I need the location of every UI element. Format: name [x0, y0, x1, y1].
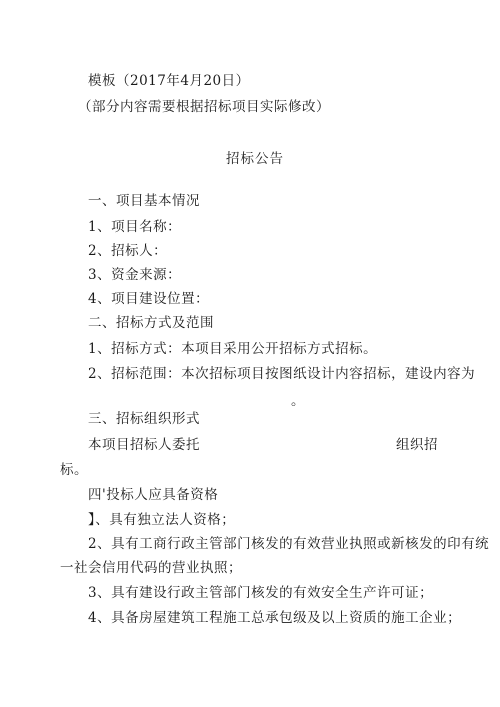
section-heading-qualifications: 四'投标人应具备资格	[88, 487, 219, 503]
qualification-item-3: 3、具有建设行政主管部门核发的有效安全生产许可证；	[88, 585, 434, 601]
agent-entrust-text: 本项目招标人委托	[88, 437, 200, 453]
tender-scope-end: 。	[291, 393, 305, 409]
qualification-item-4: 4、具备房屋建筑工程施工总承包级及以上资质的施工企业；	[88, 610, 462, 626]
project-name-field: 1、项目名称：	[88, 219, 182, 235]
construction-location-field: 4、项目建设位置：	[88, 291, 210, 307]
tender-method-text: 1、招标方式：本项目采用公开招标方式招标。	[88, 341, 378, 357]
qualification-item-2: 2、具有工商行政主管部门核发的有效营业执照或新核发的印有统	[88, 536, 490, 552]
section-heading-basic-info: 一、项目基本情况	[88, 193, 200, 209]
page-title: 招标公告	[226, 151, 284, 167]
tenderer-field: 2、招标人：	[88, 243, 168, 259]
qualification-item-1: 】、具有独立法人资格；	[88, 512, 236, 528]
section-heading-organization: 三、招标组织形式	[88, 411, 200, 427]
qualification-item-2-continuation: 一社会信用代码的营业执照；	[60, 560, 242, 576]
section-heading-method-scope: 二、招标方式及范围	[88, 315, 214, 331]
tender-scope-text: 2、招标范围：本次招标项目按图纸设计内容招标，建设内容为	[88, 366, 476, 382]
agent-entrust-continuation: 标。	[60, 462, 88, 478]
funding-source-field: 3、资金来源：	[88, 267, 182, 283]
modification-note: （部分内容需要根据招标项目实际修改）	[78, 99, 330, 115]
template-date-line: 模板（2017年4月20日）	[88, 73, 250, 89]
agent-entrust-text-end: 组织招	[396, 437, 438, 453]
